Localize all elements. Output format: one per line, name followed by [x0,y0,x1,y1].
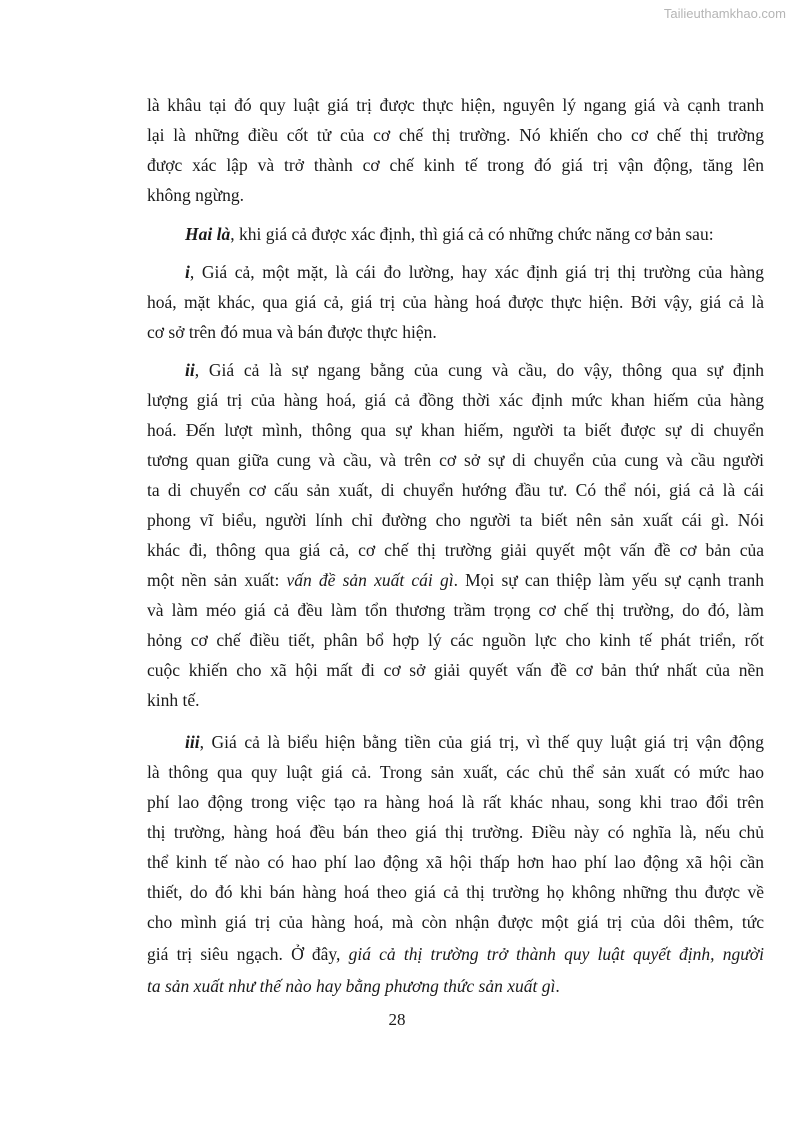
text-run: , Giá cả là biểu hiện bằng tiền của giá trị, vì thế quy luật giá trị vận động [199,732,764,752]
text-line: không ngừng. [147,185,244,205]
text-line: cơ sở trên đó mua và bán được thực hiện. [147,322,437,342]
paragraph-hai-la [147,219,764,249]
text-run: . Mọi sự can thiệp làm yếu sự cạnh tranh [453,570,765,590]
text-line [147,727,764,757]
page-number: 28 [388,1010,406,1029]
text-run: giá trị siêu ngạch. Ở đây, [147,944,349,964]
text-line: và làm méo giá cả đều làm tổn thương trầm trọng cơ chế thị trường, do đó, làm [147,600,764,620]
text-line: hoá, mặt khác, qua giá cả, giá trị của hàng hoá được thực hiện. Bởi vậy, giá cả là [147,292,764,312]
paragraph-ii [147,355,764,715]
text-line: là thông qua quy luật giá cả. Trong sản xuất, các chủ thể sản xuất có mức hao [147,762,764,782]
watermark: Tailieuthamkhao.com [663,6,786,21]
text-line: được xác lập và trở thành cơ chế kinh tế trong đó giá trị vận động, tăng lên [147,155,764,175]
text-line: khác đi, thông qua giá cả, cơ chế thị trường giải quyết một vấn đề cơ bản của [147,540,764,560]
text-line: thiết, do đó khi bán hàng hoá theo giá cả thị trường họ không những thu được về [147,882,764,902]
text-line: cho mình giá trị của hàng hoá, mà còn nhận được một giá trị của dôi thêm, tức [147,912,764,932]
text-run: , Giá cả, một mặt, là cái đo lường, hay xác định giá trị thị trường của hàng [189,262,764,282]
text-line: thị trường, hàng hoá đều bán theo giá thị trường. Điều này có nghĩa là, nếu chủ [147,822,764,842]
lead-term: ii [185,360,195,380]
text-run: , Giá cả là sự ngang bằng của cung và cầu, do vậy, thông qua sự định [194,360,764,380]
text-line [147,971,764,1001]
text-line [147,355,764,385]
text-line: ta di chuyển cơ cấu sản xuất, di chuyển hướng đầu tư. Có thể nói, giá cả là cái [147,480,764,500]
text-line: lượng giá trị của hàng hoá, giá cả đồng thời xác định mức khan hiếm của hàng [147,390,764,410]
text-line: tương quan giữa cung và cầu, và trên cơ sở sự di chuyển của cung và cầu người [147,450,764,470]
text-line: là khâu tại đó quy luật giá trị được thực hiện, nguyên lý ngang giá và cạnh tranh [147,95,764,115]
text-line: hoá. Đến lượt mình, thông qua sự khan hiếm, người ta biết được sự di chuyển [147,420,764,440]
emphasis-text: ta sản xuất như thế nào hay bằng phương thức sản xuất gì [147,976,556,996]
text-run: , khi giá cả được xác định, thì giá cả có những chức năng cơ bản sau: [230,224,714,244]
text-run: . [555,976,560,996]
emphasis-text: vấn đề sản xuất cái gì [286,570,454,590]
text-line: thể kinh tế nào có hao phí lao động xã hội thấp hơn hao phí lao động xã hội cần [147,852,764,872]
paragraph-1 [147,90,764,210]
text-line [147,937,764,971]
paragraph-i [147,257,764,347]
lead-term: Hai là [185,224,231,244]
text-line [147,565,764,595]
text-line: cuộc khiến cho xã hội mất đi cơ sở giải quyết vấn đề cơ bản thứ nhất của nền [147,660,764,680]
paragraph-iii [147,727,764,1001]
text-run: một nền sản xuất: [147,570,287,590]
lead-term: i [185,262,190,282]
text-line: phí lao động trong việc tạo ra hàng hoá là rất khác nhau, song khi trao đổi trên [147,792,764,812]
text-line: lại là những điều cốt tử của cơ chế thị trường. Nó khiến cho cơ chế thị trường [147,125,764,145]
text-line [147,257,764,287]
lead-term: iii [185,732,200,752]
text-line: hỏng cơ chế điều tiết, phân bổ hợp lý các nguồn lực cho kinh tế phát triển, rốt [147,630,764,650]
text-line [147,219,764,249]
text-line: kinh tế. [147,690,200,710]
text-line: phong vĩ biểu, người lính chỉ đường cho người ta biết nên sản xuất cái gì. Nói [147,510,764,530]
emphasis-text: giá cả thị trường trở thành quy luật quyết định, người [348,944,764,964]
